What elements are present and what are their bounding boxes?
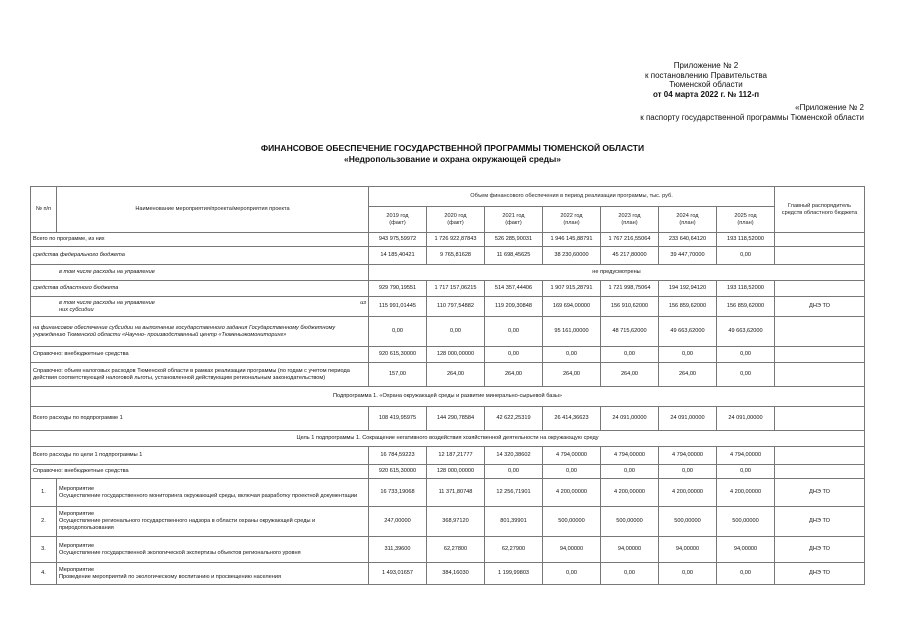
cell-manager: ДНЭ ТО (775, 563, 865, 585)
activity-title: Проведение мероприятий по экологическому воспитанию и просвещению населения (59, 573, 282, 580)
cell-manager: ДНЭ ТО (775, 507, 865, 537)
row-label: на финансовое обеспечение субсидии на выполнение государственного задания Государственному бюджетному учреждению Тюменской области «Научно- производственный центр «Тюменьэкомониторинг» (31, 317, 369, 347)
cell-value: 1 721 998,75064 (601, 281, 659, 297)
row-label: средства областного бюджета (31, 281, 369, 297)
cell-value: 128 000,00000 (427, 465, 485, 479)
annex-decree: к постановлению Правительства (645, 70, 767, 80)
cell-value: 1 726 922,87843 (427, 233, 485, 247)
cell-value: 4 794,00000 (543, 447, 601, 465)
title-line-1: ФИНАНСОВОЕ ОБЕСПЕЧЕНИЕ ГОСУДАРСТВЕННОЙ ПРОГРАММЫ ТЮМЕНСКОЙ ОБЛАСТИ (260, 143, 645, 153)
cell-value: 0,00 (717, 247, 775, 265)
cell-manager (775, 281, 865, 297)
cell-manager (775, 347, 865, 363)
row-label: Всего расходы по подпрограмме 1 (31, 407, 369, 431)
cell-value: 1 199,99803 (485, 563, 543, 585)
cell-value: 49 663,62000 (717, 317, 775, 347)
cell-value: 920 615,30000 (369, 465, 427, 479)
cell-manager: ДНЭ ТО (775, 479, 865, 507)
cell-value: 11 698,45625 (485, 247, 543, 265)
annex-passport-block (600, 103, 864, 122)
cell-value: 943 975,59972 (369, 233, 427, 247)
cell-value: 0,00 (717, 563, 775, 585)
annex-region: Тюменской области (669, 80, 743, 89)
cell-value: 0,00 (485, 465, 543, 479)
cell-value: 193 118,52000 (717, 233, 775, 247)
activity-row (31, 507, 865, 537)
cell-value: 0,00 (717, 363, 775, 387)
cell-value: 4 200,00000 (601, 479, 659, 507)
cell-manager (775, 447, 865, 465)
cell-value: 194 192,94120 (659, 281, 717, 297)
activity-type: Мероприятие (59, 485, 95, 492)
finance-table (30, 186, 865, 585)
cell-value: 49 663,62000 (659, 317, 717, 347)
cell-value: 48 715,62000 (601, 317, 659, 347)
cell-value: 264,00 (601, 363, 659, 387)
cell-value: 1 717 157,06215 (427, 281, 485, 297)
cell-value: 156 859,62000 (717, 297, 775, 317)
goal-row (31, 431, 865, 447)
activity-name (57, 479, 369, 507)
subprogram-title: Подпрограмма 1. «Охрана окружающей среды и развитие минерально-сырьевой базы» (31, 387, 865, 407)
table-row (31, 265, 865, 281)
cell-value: 0,00 (659, 465, 717, 479)
activity-num: 4. (31, 563, 57, 585)
cell-value: 514 357,44406 (485, 281, 543, 297)
annex-title: Приложение № 2 (673, 61, 739, 70)
table-row (31, 447, 865, 465)
row-label: Справочно: внебюджетные средства (31, 465, 369, 479)
cell-value: 0,00 (601, 347, 659, 363)
cell-value: 0,00 (543, 563, 601, 585)
cell-value: 108 419,95975 (369, 407, 427, 431)
header-year: 2019 год (факт) (369, 207, 427, 233)
cell-value: 14 185,40421 (369, 247, 427, 265)
cell-value: 0,00 (601, 563, 659, 585)
cell-value: 144 290,78584 (427, 407, 485, 431)
cell-manager: ДНЭ ТО (775, 537, 865, 563)
cell-value: 500,00000 (717, 507, 775, 537)
row-label: в том числе расходы на управление (31, 265, 369, 281)
cell-value: 1 767 216,55064 (601, 233, 659, 247)
annex-passport-desc: к паспорту государственной программы Тюменской области (640, 112, 864, 122)
cell-value: 264,00 (659, 363, 717, 387)
cell-value: 42 622,25319 (485, 407, 543, 431)
table-row (31, 407, 865, 431)
cell-value: 311,39600 (369, 537, 427, 563)
activity-name (57, 507, 369, 537)
goal-title: Цель 1 подпрограммы 1. Сокращение негативного воздействия хозяйственной деятельности на окружающую среду (31, 431, 865, 447)
cell-value: 0,00 (427, 317, 485, 347)
cell-value: 0,00 (485, 317, 543, 347)
activity-row (31, 479, 865, 507)
table-header-row (31, 187, 865, 207)
cell-manager (775, 407, 865, 431)
cell-manager: ДНЭ ТО (775, 297, 865, 317)
cell-value: 0,00 (543, 347, 601, 363)
row-label-sub: них субсидии (59, 306, 94, 313)
cell-value: 1 907 915,28791 (543, 281, 601, 297)
cell-manager (775, 317, 865, 347)
cell-value: 4 794,00000 (717, 447, 775, 465)
cell-value: 156 910,62000 (601, 297, 659, 317)
cell-value: 156 859,62000 (659, 297, 717, 317)
cell-value: 0,00 (659, 347, 717, 363)
cell-value: 500,00000 (659, 507, 717, 537)
header-year: 2024 год (план) (659, 207, 717, 233)
cell-value: 500,00000 (601, 507, 659, 537)
cell-value: 26 414,36623 (543, 407, 601, 431)
cell-value: 94,00000 (659, 537, 717, 563)
row-label (31, 297, 369, 317)
row-label: Всего расходы по цели 1 подпрограммы 1 (31, 447, 369, 465)
header-manager: Главный распорядитель средств областного бюджета (775, 187, 865, 233)
cell-value: 14 320,38602 (485, 447, 543, 465)
cell-value: 24 091,00000 (717, 407, 775, 431)
cell-value: 0,00 (601, 465, 659, 479)
cell-value: 62,27900 (485, 537, 543, 563)
table-row (31, 247, 865, 265)
cell-value: 526 285,90031 (485, 233, 543, 247)
table-row (31, 363, 865, 387)
row-label: средства федерального бюджета (31, 247, 369, 265)
activity-name (57, 563, 369, 585)
row-label: Справочно: объем налоговых расходов Тюменской области в рамках реализации программы (по годам с учетом периода действия соответствующей налоговой льготы, установленной действующим региональным законодательством) (31, 363, 369, 387)
activity-title: Осуществление регионального государственного надзора в области охраны окружающей среды и природопользования (59, 518, 316, 531)
table-row (31, 317, 865, 347)
cell-value: 119 209,30848 (485, 297, 543, 317)
cell-value: 24 091,00000 (659, 407, 717, 431)
cell-value: 12 256,71901 (485, 479, 543, 507)
activity-type: Мероприятие (59, 566, 95, 573)
table-row (31, 281, 865, 297)
cell-manager (775, 465, 865, 479)
cell-value: 128 000,00000 (427, 347, 485, 363)
activity-title: Осуществление государственной экологической экспертизы объектов регионального уровня (59, 549, 301, 556)
cell-value: 0,00 (543, 465, 601, 479)
header-volume: Объем финансового обеспечения в период реализации программы, тыс. руб. (369, 187, 775, 207)
annex-block (600, 61, 812, 99)
cell-value: 920 615,30000 (369, 347, 427, 363)
cell-value: 169 694,00000 (543, 297, 601, 317)
activity-name (57, 537, 369, 563)
cell-value: 4 794,00000 (659, 447, 717, 465)
cell-value: 94,00000 (543, 537, 601, 563)
row-label-main: в том числе расходы на управление (59, 299, 155, 306)
cell-value: 12 187,21777 (427, 447, 485, 465)
activity-row (31, 563, 865, 585)
row-note: не предусмотрены (369, 265, 865, 281)
cell-value: 264,00 (485, 363, 543, 387)
cell-value: 16 733,19068 (369, 479, 427, 507)
cell-value: 0,00 (659, 563, 717, 585)
cell-value: 62,27800 (427, 537, 485, 563)
cell-value: 9 765,81628 (427, 247, 485, 265)
cell-value: 247,00000 (369, 507, 427, 537)
cell-value: 4 200,00000 (659, 479, 717, 507)
subprogram-row (31, 387, 865, 407)
cell-value: 39 447,70000 (659, 247, 717, 265)
cell-value: 115 991,01445 (369, 297, 427, 317)
cell-value: 157,00 (369, 363, 427, 387)
cell-value: 38 230,60000 (543, 247, 601, 265)
cell-value: 384,16030 (427, 563, 485, 585)
activity-num: 2. (31, 507, 57, 537)
cell-value: 4 200,00000 (717, 479, 775, 507)
page-title (0, 143, 905, 165)
cell-value: 929 790,19551 (369, 281, 427, 297)
header-num: № п/п (31, 187, 57, 233)
activity-num: 3. (31, 537, 57, 563)
table-row (31, 233, 865, 247)
cell-value: 0,00 (717, 347, 775, 363)
title-line-2: «Недропользование и охрана окружающей среды» (343, 154, 562, 164)
cell-value: 0,00 (717, 465, 775, 479)
activity-type: Мероприятие (59, 542, 95, 549)
table-row (31, 347, 865, 363)
cell-value: 1 493,01657 (369, 563, 427, 585)
cell-value: 16 784,59223 (369, 447, 427, 465)
cell-value: 24 091,00000 (601, 407, 659, 431)
cell-value: 801,39901 (485, 507, 543, 537)
row-label-tail: из (360, 299, 366, 306)
cell-value: 95 161,00000 (543, 317, 601, 347)
cell-value: 4 794,00000 (601, 447, 659, 465)
annex-date: от 04 марта 2022 г. № 112-п (652, 89, 760, 99)
cell-value: 264,00 (543, 363, 601, 387)
cell-manager (775, 363, 865, 387)
table-row (31, 465, 865, 479)
cell-value: 264,00 (427, 363, 485, 387)
header-name: Наименование мероприятия/проекта/мероприятия проекта (57, 187, 369, 233)
header-year: 2023 год (план) (601, 207, 659, 233)
cell-manager (775, 233, 865, 247)
cell-value: 368,97120 (427, 507, 485, 537)
cell-value: 500,00000 (543, 507, 601, 537)
cell-value: 110 797,54882 (427, 297, 485, 317)
cell-value: 0,00 (369, 317, 427, 347)
activity-type: Мероприятие (59, 511, 95, 518)
header-year: 2021 год (факт) (485, 207, 543, 233)
cell-value: 1 946 145,88791 (543, 233, 601, 247)
cell-value: 11 371,80748 (427, 479, 485, 507)
cell-value: 94,00000 (717, 537, 775, 563)
activity-title: Осуществление государственного мониторинга окружающей среды, включая разработку проектной документации (59, 492, 358, 499)
row-label: Всего по программе, из них (31, 233, 369, 247)
activity-num: 1. (31, 479, 57, 507)
header-year: 2025 год (план) (717, 207, 775, 233)
cell-value: 94,00000 (601, 537, 659, 563)
cell-value: 193 118,52000 (717, 281, 775, 297)
row-label: Справочно: внебюджетные средства (31, 347, 369, 363)
annex-passport-title: «Приложение № 2 (795, 103, 864, 112)
cell-value: 4 200,00000 (543, 479, 601, 507)
table-row (31, 297, 865, 317)
cell-value: 0,00 (485, 347, 543, 363)
header-year: 2022 год (план) (543, 207, 601, 233)
activity-row (31, 537, 865, 563)
cell-value: 45 217,80000 (601, 247, 659, 265)
cell-value: 233 640,64120 (659, 233, 717, 247)
cell-manager (775, 247, 865, 265)
header-year: 2020 год (факт) (427, 207, 485, 233)
